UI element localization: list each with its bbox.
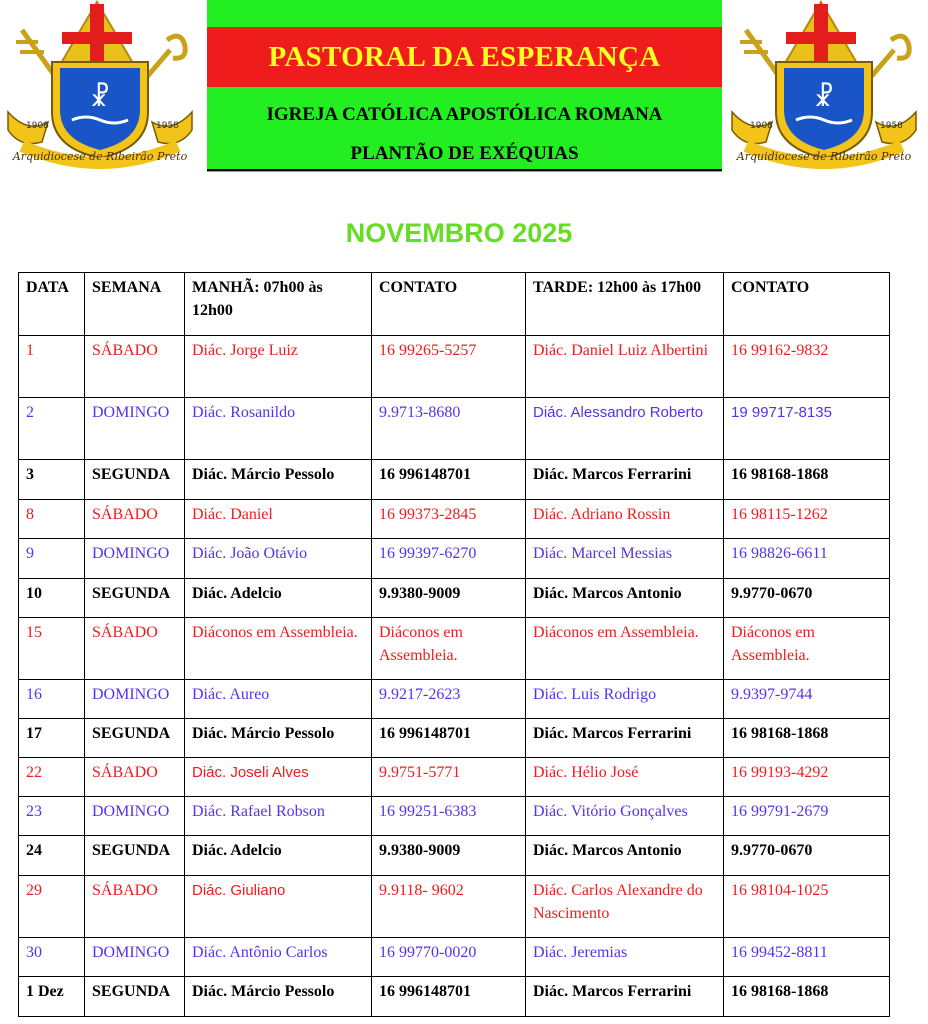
svg-text:☧: ☧ — [813, 83, 835, 113]
afternoon-contact-cell: 16 98115-1262 — [724, 500, 890, 539]
date-cell: 9 — [19, 539, 85, 579]
table-row — [19, 836, 890, 876]
title-band — [207, 27, 722, 87]
header-morning: MANHÃ: 07h00 às 12h00 — [185, 273, 372, 336]
schedule-subtitle: PLANTÃO DE EXÉQUIAS — [350, 143, 579, 164]
date-cell: 1 — [19, 336, 85, 398]
weekday-cell: DOMINGO — [85, 938, 185, 977]
afternoon-contact-cell: 16 98826-6611 — [724, 539, 890, 579]
morning-deacon-cell: Diác. Jorge Luiz — [185, 336, 372, 398]
table-row — [19, 797, 890, 836]
weekday-cell: DOMINGO — [85, 680, 185, 719]
weekday-cell: DOMINGO — [85, 539, 185, 579]
weekday-cell: SÁBADO — [85, 876, 185, 938]
weekday-cell: SEGUNDA — [85, 836, 185, 876]
morning-deacon-cell: Diác. Márcio Pessolo — [185, 977, 372, 1017]
morning-deacon-cell: Diác. Joseli Alves — [185, 758, 372, 797]
date-cell: 3 — [19, 460, 85, 500]
svg-text:1958: 1958 — [156, 121, 179, 131]
afternoon-deacon-cell: Diác. Carlos Alexandre do Nascimento — [526, 876, 724, 938]
afternoon-deacon-cell: Diác. Marcos Antonio — [526, 836, 724, 876]
morning-deacon-cell: Diác. Márcio Pessolo — [185, 460, 372, 500]
svg-text:☧: ☧ — [89, 83, 111, 113]
morning-deacon-cell: Diác. Rafael Robson — [185, 797, 372, 836]
afternoon-deacon-cell: Diác. Marcos Ferrarini — [526, 460, 724, 500]
weekday-cell: SEGUNDA — [85, 719, 185, 758]
afternoon-contact-cell: 16 98168-1868 — [724, 719, 890, 758]
svg-text:1908: 1908 — [26, 121, 49, 131]
afternoon-contact-cell: 16 99452-8811 — [724, 938, 890, 977]
morning-contact-cell: 9.9713-8680 — [372, 398, 526, 460]
afternoon-contact-cell: 16 98168-1868 — [724, 460, 890, 500]
header-banner — [207, 0, 722, 172]
header-afternoon: TARDE: 12h00 às 17h00 — [526, 273, 724, 336]
afternoon-contact-cell: 9.9770-0670 — [724, 579, 890, 618]
afternoon-contact-cell: Diáconos em Assembleia. — [724, 618, 890, 680]
afternoon-contact-cell: 16 99791-2679 — [724, 797, 890, 836]
morning-contact-cell: 9.9380-9009 — [372, 836, 526, 876]
morning-contact-cell: 16 996148701 — [372, 719, 526, 758]
table-row — [19, 938, 890, 977]
morning-deacon-cell: Diáconos em Assembleia. — [185, 618, 372, 680]
afternoon-contact-cell: 16 98168-1868 — [724, 977, 890, 1017]
morning-contact-cell: 16 996148701 — [372, 460, 526, 500]
table-header-row — [19, 273, 890, 336]
table-row — [19, 977, 890, 1017]
date-cell: 23 — [19, 797, 85, 836]
morning-contact-cell: 16 99265-5257 — [372, 336, 526, 398]
date-cell: 24 — [19, 836, 85, 876]
date-cell: 16 — [19, 680, 85, 719]
afternoon-deacon-cell: Diác. Adriano Rossin — [526, 500, 724, 539]
date-cell: 15 — [19, 618, 85, 680]
morning-contact-cell: 9.9751-5771 — [372, 758, 526, 797]
afternoon-contact-cell: 16 99162-9832 — [724, 336, 890, 398]
morning-contact-cell: 9.9118- 9602 — [372, 876, 526, 938]
morning-deacon-cell: Diác. Aureo — [185, 680, 372, 719]
table-row — [19, 579, 890, 618]
table-row — [19, 539, 890, 579]
duty-schedule-table — [18, 272, 890, 1017]
afternoon-contact-cell: 9.9397-9744 — [724, 680, 890, 719]
morning-deacon-cell: Diác. Márcio Pessolo — [185, 719, 372, 758]
header-date: DATA — [19, 273, 85, 336]
afternoon-deacon-cell: Diác. Jeremias — [526, 938, 724, 977]
afternoon-deacon-cell: Diác. Vitório Gonçalves — [526, 797, 724, 836]
svg-text:Arquidiocese de Ribeirão Preto: Arquidiocese de Ribeirão Preto — [12, 150, 188, 163]
weekday-cell: SÁBADO — [85, 500, 185, 539]
weekday-cell: SEGUNDA — [85, 977, 185, 1017]
morning-deacon-cell: Diác. Antônio Carlos — [185, 938, 372, 977]
date-cell: 22 — [19, 758, 85, 797]
svg-text:1908: 1908 — [750, 121, 773, 131]
header-afternoon-contact: CONTATO — [724, 273, 890, 336]
morning-deacon-cell: Diác. Rosanildo — [185, 398, 372, 460]
morning-contact-cell: 9.9217-2623 — [372, 680, 526, 719]
table-row — [19, 336, 890, 398]
afternoon-contact-cell: 19 99717-8135 — [724, 398, 890, 460]
morning-deacon-cell: Diác. Daniel — [185, 500, 372, 539]
date-cell: 17 — [19, 719, 85, 758]
header-morning-contact: CONTATO — [372, 273, 526, 336]
banner-divider — [207, 169, 722, 171]
afternoon-deacon-cell: Diác. Hélio José — [526, 758, 724, 797]
morning-deacon-cell: Diác. João Otávio — [185, 539, 372, 579]
table-row — [19, 876, 890, 938]
header-weekday: SEMANA — [85, 273, 185, 336]
church-name: IGREJA CATÓLICA APOSTÓLICA ROMANA — [266, 104, 663, 125]
morning-contact-cell: 16 99251-6383 — [372, 797, 526, 836]
morning-deacon-cell: Diác. Giuliano — [185, 876, 372, 938]
month-heading: NOVEMBRO 2025 — [345, 218, 573, 248]
weekday-cell: SEGUNDA — [85, 579, 185, 618]
morning-contact-cell: 16 99770-0020 — [372, 938, 526, 977]
afternoon-deacon-cell: Diác. Marcos Ferrarini — [526, 977, 724, 1017]
date-cell: 10 — [19, 579, 85, 618]
archdiocese-crest-left-icon — [2, 0, 198, 172]
morning-contact-cell: 9.9380-9009 — [372, 579, 526, 618]
afternoon-contact-cell: 16 99193-4292 — [724, 758, 890, 797]
morning-contact-cell: 16 99373-2845 — [372, 500, 526, 539]
date-cell: 1 Dez — [19, 977, 85, 1017]
date-cell: 8 — [19, 500, 85, 539]
table-row — [19, 500, 890, 539]
weekday-cell: SÁBADO — [85, 618, 185, 680]
morning-contact-cell: Diáconos em Assembleia. — [372, 618, 526, 680]
afternoon-deacon-cell: Diác. Marcos Antonio — [526, 579, 724, 618]
afternoon-deacon-cell: Diác. Luis Rodrigo — [526, 680, 724, 719]
svg-text:1958: 1958 — [880, 121, 903, 131]
table-row — [19, 758, 890, 797]
afternoon-deacon-cell: Diác. Marcel Messias — [526, 539, 724, 579]
table-row — [19, 618, 890, 680]
weekday-cell: DOMINGO — [85, 398, 185, 460]
afternoon-deacon-cell: Diáconos em Assembleia. — [526, 618, 724, 680]
afternoon-deacon-cell: Diác. Alessandro Roberto — [526, 398, 724, 460]
date-cell: 30 — [19, 938, 85, 977]
table-row — [19, 719, 890, 758]
afternoon-deacon-cell: Diác. Marcos Ferrarini — [526, 719, 724, 758]
weekday-cell: SÁBADO — [85, 758, 185, 797]
svg-text:Arquidiocese de Ribeirão Preto: Arquidiocese de Ribeirão Preto — [736, 150, 912, 163]
afternoon-contact-cell: 16 98104-1025 — [724, 876, 890, 938]
morning-contact-cell: 16 99397-6270 — [372, 539, 526, 579]
table-row — [19, 398, 890, 460]
weekday-cell: SEGUNDA — [85, 460, 185, 500]
morning-deacon-cell: Diác. Adelcio — [185, 836, 372, 876]
morning-contact-cell: 16 996148701 — [372, 977, 526, 1017]
weekday-cell: DOMINGO — [85, 797, 185, 836]
weekday-cell: SÁBADO — [85, 336, 185, 398]
date-cell: 29 — [19, 876, 85, 938]
afternoon-deacon-cell: Diác. Daniel Luiz Albertini — [526, 336, 724, 398]
archdiocese-crest-right-icon — [726, 0, 922, 172]
table-row — [19, 460, 890, 500]
page-title: PASTORAL DA ESPERANÇA — [268, 40, 661, 73]
table-row — [19, 680, 890, 719]
morning-deacon-cell: Diác. Adelcio — [185, 579, 372, 618]
date-cell: 2 — [19, 398, 85, 460]
afternoon-contact-cell: 9.9770-0670 — [724, 836, 890, 876]
